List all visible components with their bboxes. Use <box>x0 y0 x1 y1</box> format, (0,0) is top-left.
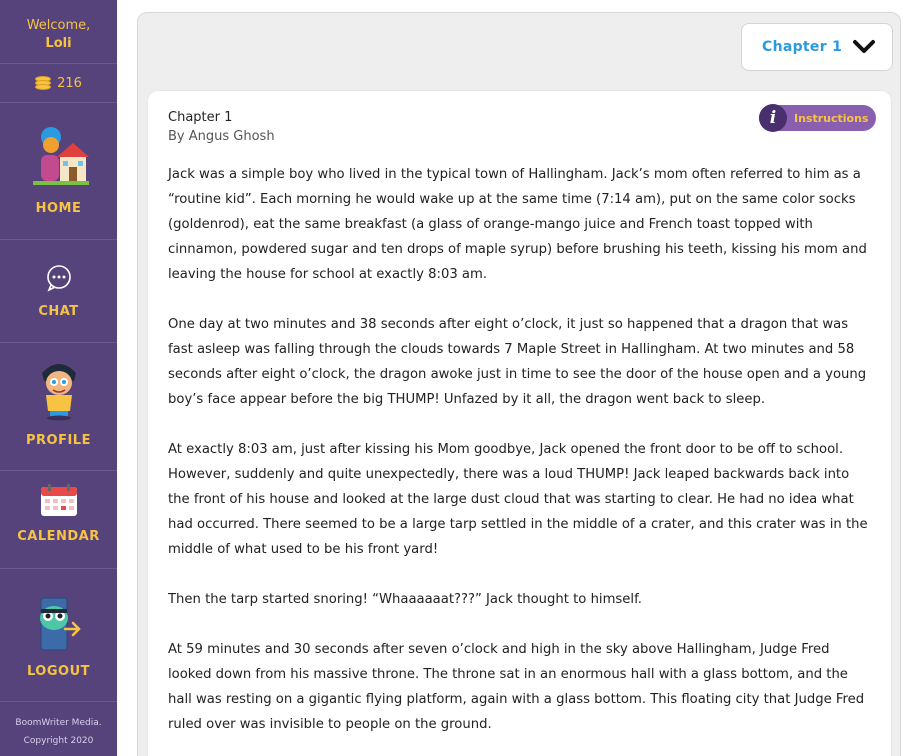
sidebar-footer <box>0 702 117 750</box>
chapter-selector[interactable] <box>741 23 893 71</box>
story-title: Chapter 1 <box>168 110 233 125</box>
coin-count: 216 <box>57 75 82 91</box>
story-author: By Angus Ghosh <box>168 129 275 144</box>
story-paragraph: At 59 minutes and 30 seconds after seven o’clock and high in the sky above Hallingham, Judge Fred looked down from his massive throne. The throne sat in an enormous hall with a glass bottom, and the hall was resting on a gigantic flying platform, again with a glass bottom. This floating city that Judge Fred ruled over was invisible to people on the ground. <box>168 642 865 732</box>
story-body <box>168 162 874 756</box>
nav-logout[interactable] <box>0 569 117 702</box>
nav-profile[interactable] <box>0 343 117 471</box>
instructions-label: Instructions <box>794 111 869 125</box>
coins-icon <box>35 76 51 90</box>
footer-company: BoomWriter Media. <box>15 718 102 728</box>
logout-door-icon <box>37 596 81 652</box>
nav-logout-label: LOGOUT <box>26 664 91 679</box>
story-paragraph: One day at two minutes and 38 seconds after eight o’clock, it just so happened that a dragon that was fast asleep was falling through the clouds towards 7 Maple Street in Hallingham. At two minutes and 58 seconds after eight o’clock, the dragon awoke just in time to see the door of the house open and a young boy’s face appear before the big THUMP! Unfazed by it all, the dragon went back to sleep. <box>168 317 867 407</box>
nav-profile-label: PROFILE <box>26 433 91 448</box>
chevron-down-icon <box>852 39 876 55</box>
welcome-block <box>0 0 117 64</box>
story-paragraph: At exactly 8:03 am, just after kissing his Mom goodbye, Jack opened the front door to be off to school. However, suddenly and quite unexpectedly, there was a loud THUMP! Jack leaped backwards back into the front of his house and looked at the large dust cloud that was starting to clear. He had no idea what had occurred. There seemed to be a large tarp settled in the middle of a crater, and this crater was in the middle of what used to be his front yard! <box>168 442 868 557</box>
nav-calendar-label: CALENDAR <box>17 529 100 544</box>
profile-avatar-icon <box>36 359 82 421</box>
nav-home[interactable] <box>0 103 117 240</box>
footer-copyright: Copyright 2020 <box>23 736 94 746</box>
nav-chat-label: CHAT <box>38 304 79 319</box>
coin-balance <box>0 64 117 103</box>
welcome-text: Welcome, <box>26 18 91 33</box>
chapter-selector-value: Chapter 1 <box>762 39 843 55</box>
instructions-button[interactable] <box>759 105 876 131</box>
nav-calendar[interactable] <box>0 471 117 569</box>
story-paragraph: Jack was a simple boy who lived in the typical town of Hallingham. Jack’s mom often referred to him as a “routine kid”. Each morning he would wake up at the same time (7:14 am), put on the same color socks (goldenrod), eat the same breakfast (a glass of orange-mango juice and French toast topped with cinnamon, powdered sugar and ten drops of maple syrup) before brushing his teeth, kissing his mom and leaving the house for school at exactly 8:03 am. <box>168 167 867 282</box>
sidebar <box>0 0 117 756</box>
story-card <box>148 91 891 756</box>
nav-chat[interactable] <box>0 240 117 343</box>
nav-home-label: HOME <box>35 201 82 216</box>
info-icon: i <box>759 104 787 132</box>
home-icon <box>27 125 91 189</box>
chat-bubble-icon <box>45 264 73 292</box>
calendar-icon <box>40 483 78 517</box>
story-paragraph: Then the tarp started snoring! “Whaaaaaat???” Jack thought to himself. <box>168 592 642 607</box>
user-name: Loli <box>45 36 72 51</box>
